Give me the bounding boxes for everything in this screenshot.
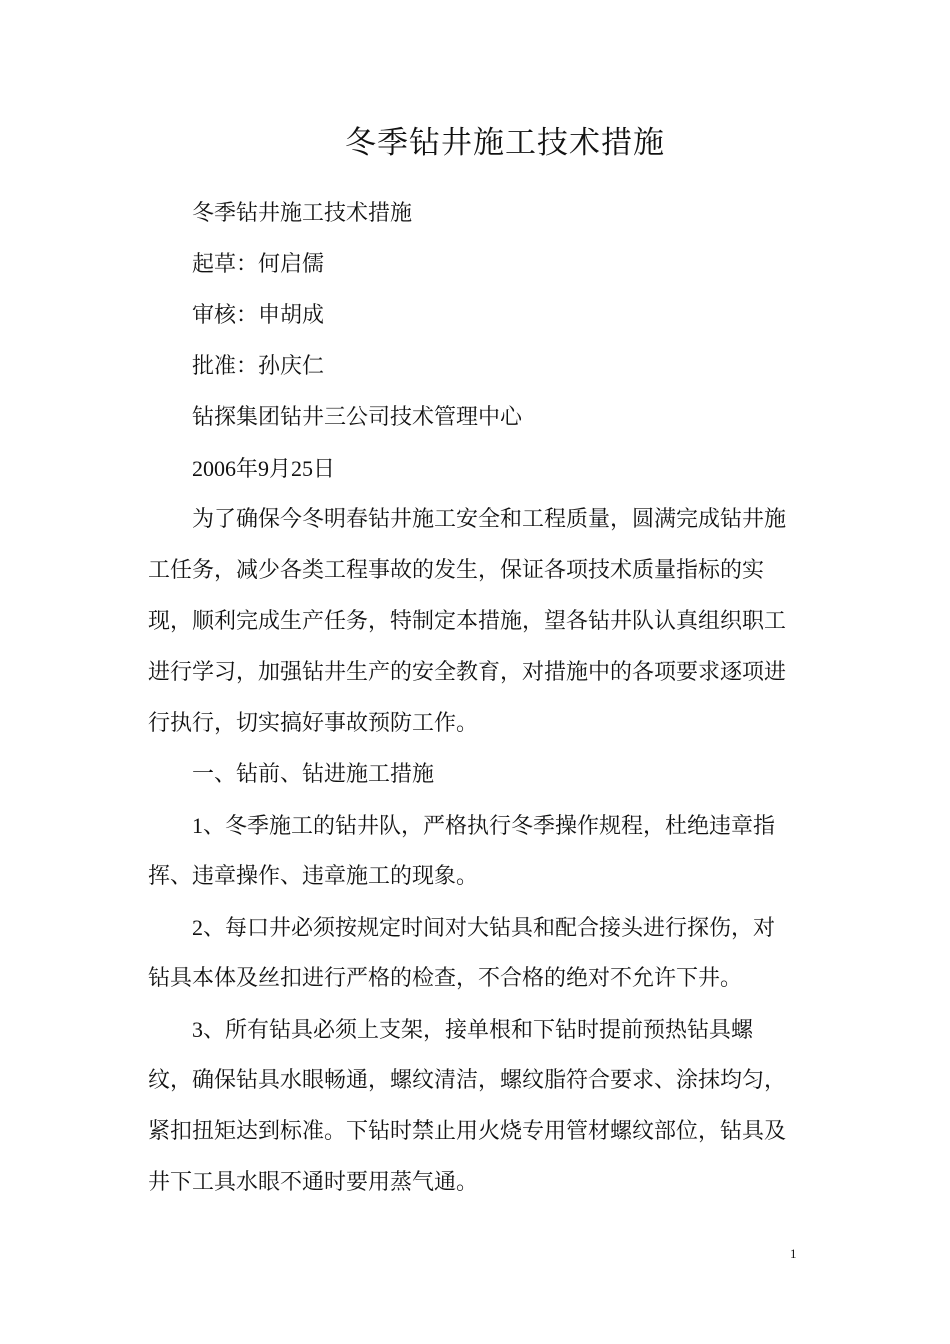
section-heading: 一、钻前、钻进施工措施 [192, 762, 435, 787]
approver-line: 批准：孙庆仁 [192, 354, 325, 379]
paragraph-line: 进行学习，加强钻井生产的安全教育，对措施中的各项要求逐项进 [148, 660, 787, 685]
organization-line: 钻探集团钻井三公司技术管理中心 [192, 405, 523, 430]
list-item-number: 1 [192, 813, 203, 838]
subtitle: 冬季钻井施工技术措施 [192, 201, 413, 226]
list-item-line: 钻具本体及丝扣进行严格的检查，不合格的绝对不允许下井。 [148, 966, 743, 991]
paragraph-line: 为了确保今冬明春钻井施工安全和工程质量，圆满完成钻井施 [192, 507, 787, 532]
list-item-line: 挥、违章操作、违章施工的现象。 [148, 864, 479, 889]
list-item-number: 3 [192, 1017, 203, 1042]
list-item-text: 、所有钻具必须上支架，接单根和下钻时提前预热钻具螺 [203, 1018, 754, 1043]
date-line: 2006年9月25日 [192, 456, 336, 481]
document-body [148, 188, 803, 1208]
list-item-1-first-line [148, 800, 803, 851]
paragraph-line: 现，顺利完成生产任务，特制定本措施，望各钻井队认真组织职工 [148, 609, 787, 634]
list-item-number: 2 [192, 915, 203, 940]
drafter-line: 起草：何启儒 [192, 252, 325, 277]
paragraph-line: 行执行，切实搞好事故预防工作。 [148, 711, 479, 736]
reviewer-line: 审核：申胡成 [192, 303, 325, 328]
list-item-line: 井下工具水眼不通时要用蒸气通。 [148, 1170, 479, 1195]
list-item-line: 纹，确保钻具水眼畅通，螺纹清洁，螺纹脂符合要求、涂抹均匀， [148, 1068, 787, 1093]
list-item-text: 、冬季施工的钻井队，严格执行冬季操作规程，杜绝违章指 [203, 814, 776, 839]
list-item-2-first-line [148, 902, 803, 953]
list-item-text: 、每口井必须按规定时间对大钻具和配合接头进行探伤，对 [203, 916, 776, 941]
paragraph-line: 工任务，减少各类工程事故的发生，保证各项技术质量指标的实 [148, 558, 765, 583]
list-item-3-first-line [148, 1004, 803, 1055]
list-item-line: 紧扣扭矩达到标准。下钻时禁止用火烧专用管材螺纹部位，钻具及 [148, 1119, 787, 1144]
page-number: 1 [790, 1246, 797, 1261]
document-title: 冬季钻井施工技术措施 [345, 125, 665, 161]
